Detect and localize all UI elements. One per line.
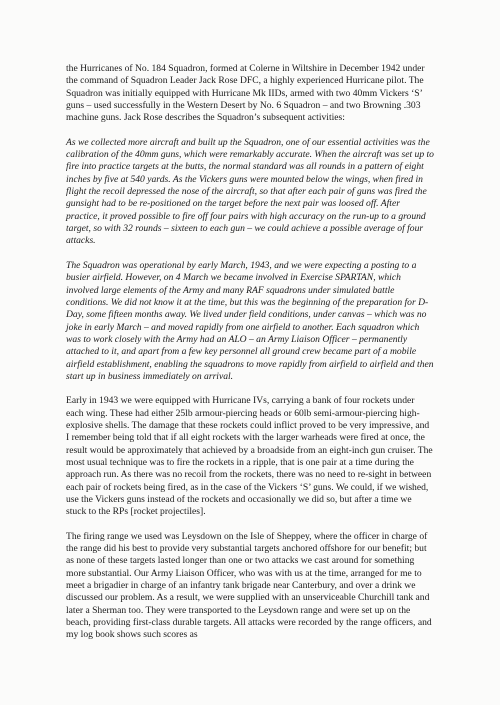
paragraph-intro: the Hurricanes of No. 184 Squadron, formed at Colerne in Wiltshire in December 1942 under the command of Squadron Leader Jack Rose DFC, a highly experienced Hurricane pilot. The Squadron was initially equipped with Hurricane Mk IIDs, armed with two 40mm Vickers ‘S’ guns – used successfully in the Western Desert by No. 6 Squadron – and two Browning .303 machine guns. Jack Rose describes the Squadron’s subsequent activities: [66,63,425,124]
paragraph-firing-range: The firing range we used was Leysdown on the Isle of Sheppey, where the officer in charge of the range did his best to provide very substantial targets anchored offshore for our benefit; but as none of these targets lasted longer than one or two attacks we cast around for something more substantial. Our Army Liaison Officer, who was with us at the time, arranged for me to meet a brigadier in charge of an infantry tank brigade near Canterbury, and over a drink we discussed our problem. As a result, we were supplied with an unserviceable Churchill tank and later a Sherman too. They were transported to the Leysdown range and were set up on the beach, providing first-class durable targets. All attacks were recorded by the range officers, and my log book shows such scores as [66,530,432,641]
quote-paragraph-calibration: As we collected more aircraft and built up the Squadron, one of our essential activities was the calibration of the 40mm guns, which were remarkably accurate. When the aircraft was set up to fire into practice targets at the butts, the normal standard was all rounds in a pattern of eight inches by five at 540 yards. As the Vickers guns were mounted below the wings, when fired in flight the recoil depressed the nose of the aircraft, so that after each pair of guns was fired the gunsight had to be re-positioned on the target before the next pair was loosed off. After practice, it proved possible to fire off four pairs with high accuracy on the run-up to a ground target, so with 32 rounds – sixteen to each gun – we could achieve a possible average of four attacks. [66,136,434,247]
quote-paragraph-exercise-spartan: The Squadron was operational by early March, 1943, and we were expecting a posting to a busier airfield. However, on 4 March we became involved in Exercise SPARTAN, which involved large elements of the Army and many RAF squadrons under simulated battle conditions. We did not know it at the time, but this was the beginning of the preparation for D-Day, some fifteen months away. We lived under field conditions, under canvas – which was no joke in early March – and moved rapidly from one airfield to another. Each squadron which was to work closely with the Army had an ALO – an Army Liaison Officer – permanently attached to it, and apart from a few key personnel all ground crew became part of a mobile airfield establishment, enabling the squadrons to move rapidly from airfield to airfield and then start up in business immediately on arrival. [66,259,434,382]
paragraph-hurricane-iv-rockets: Early in 1943 we were equipped with Hurricane IVs, carrying a bank of four rockets under each wing. These had either 25lb armour-piercing heads or 60lb semi-armour-piercing high-explosive shells. The damage that these rockets could inflict proved to be very impressive, and I remember being told that if all eight rockets with the larger warheads were fired at once, the result would be approximately that achieved by a broadside from an eight-inch gun cruiser. The most usual technique was to fire the rockets in a ripple, that is one pair at a time during the approach run. As there was no recoil from the rockets, there was no need to re-sight in between each pair of rockets being fired, as in the case of the Vickers ‘S’ guns. We could, if we wished, use the Vickers guns instead of the rockets and occasionally we did so, but after a time we stuck to the RPs [rocket projectiles]. [66,395,433,518]
page-body-text [66,63,434,642]
